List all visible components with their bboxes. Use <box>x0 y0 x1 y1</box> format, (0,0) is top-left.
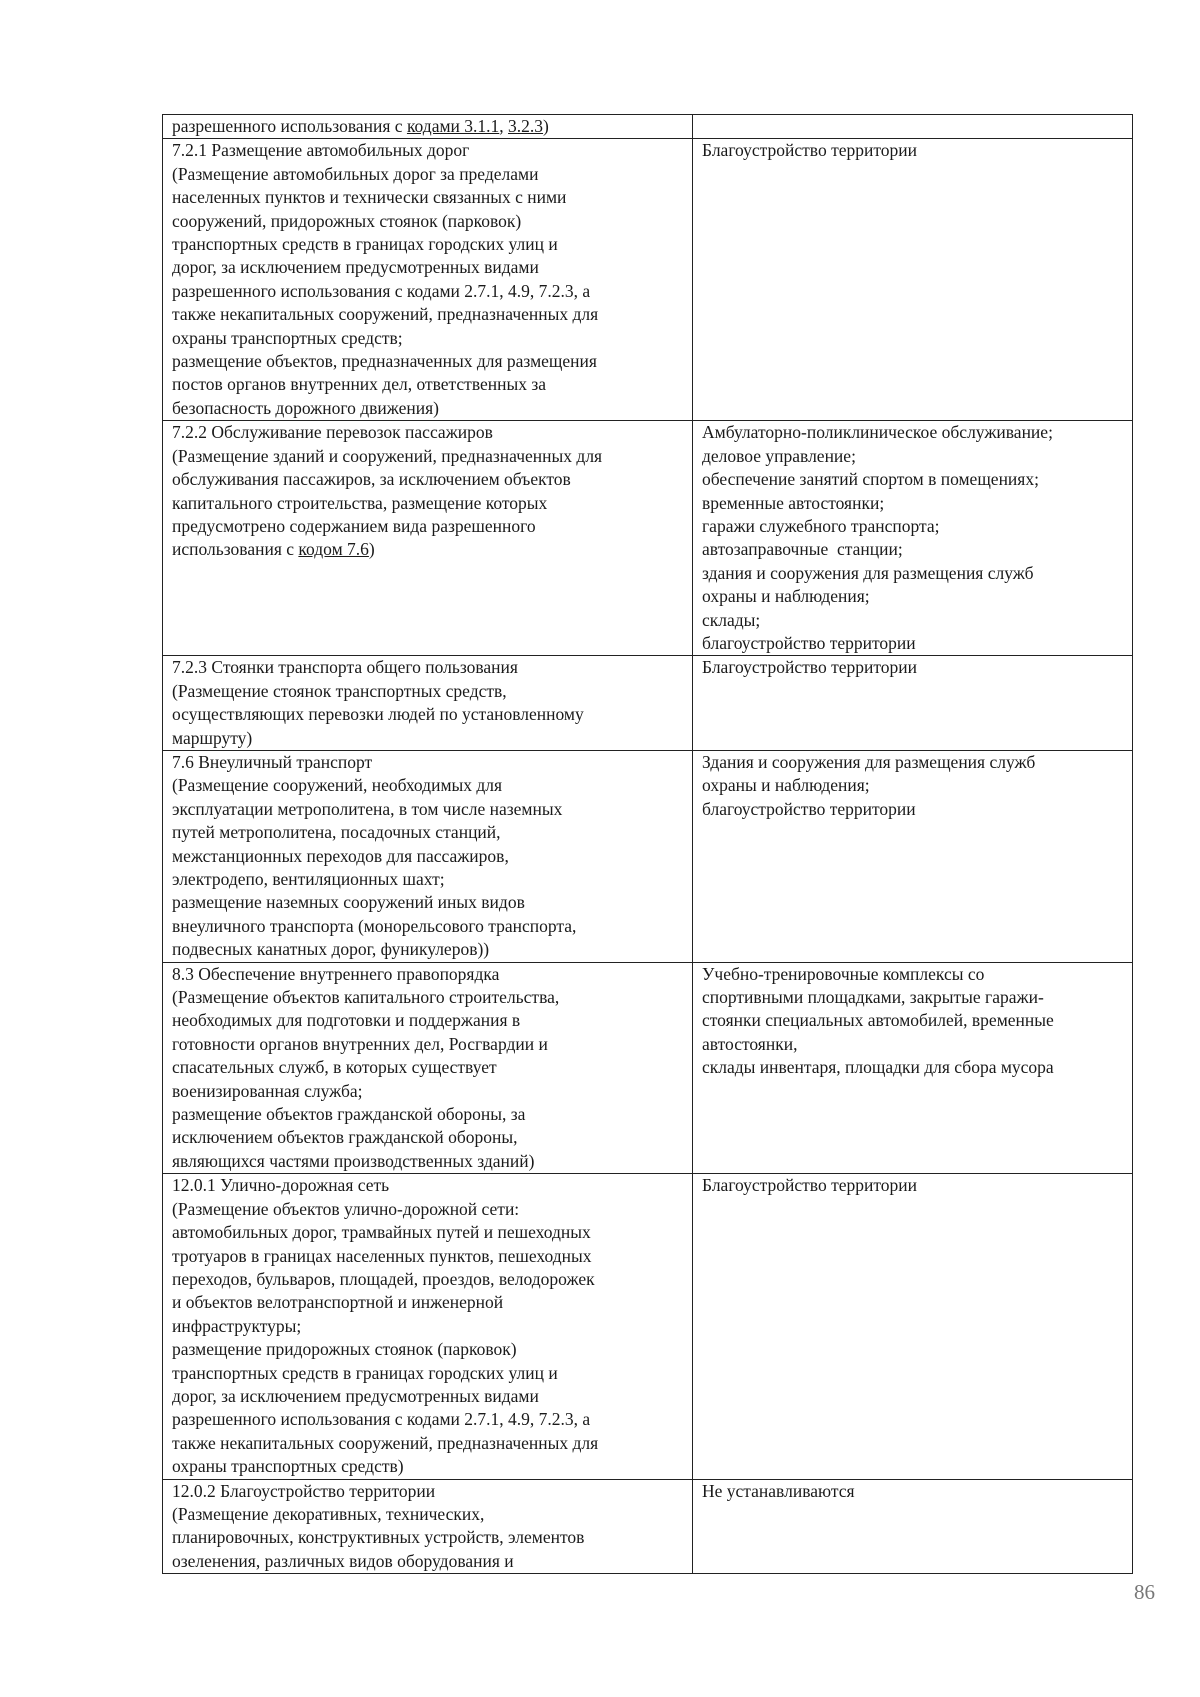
text-line: охраны транспортных средств; <box>172 327 403 348</box>
text-line: и объектов велотранспортной и инженерной <box>172 1292 504 1313</box>
text-line: 7.2.2 Обслуживание перевозок пассажиров <box>172 422 493 443</box>
text-line: переходов, бульваров, площадей, проездов, велодорожек <box>172 1268 595 1289</box>
text-line: охраны и наблюдения; <box>702 586 870 607</box>
text-line: также некапитальных сооружений, предназначенных для <box>172 1432 599 1453</box>
text-line: исключением объектов гражданской обороны, <box>172 1127 518 1148</box>
text-line: являющихся частями производственных зданий) <box>172 1150 535 1171</box>
auxiliary-use-cell <box>693 750 1133 962</box>
land-use-type-cell <box>163 750 693 962</box>
text-line: склады; <box>702 609 761 630</box>
text-line: дорог, за исключением предусмотренных видами <box>172 257 539 278</box>
text-line: размещение объектов гражданской обороны, за <box>172 1104 526 1125</box>
land-use-type-cell <box>163 115 693 139</box>
text-line: дорог, за исключением предусмотренных видами <box>172 1385 539 1406</box>
land-use-type-cell <box>163 656 693 751</box>
text-fragment: разрешенного использования с <box>172 116 407 136</box>
text-line: разрешенного использования с кодами 2.7.1, 4.9, 7.2.3, а <box>172 1409 591 1430</box>
auxiliary-use-cell <box>693 139 1133 421</box>
text-line: обеспечение занятий спортом в помещениях; <box>702 469 1039 490</box>
auxiliary-use-cell <box>693 656 1133 751</box>
auxiliary-use-cell <box>693 421 1133 656</box>
land-use-type-cell <box>163 962 693 1174</box>
text-line: планировочных, конструктивных устройств, элементов <box>172 1527 585 1548</box>
text-line: осуществляющих перевозки людей по установленному <box>172 704 584 725</box>
auxiliary-use-cell <box>693 962 1133 1174</box>
text-line: склады инвентаря, площадки для сбора мусора <box>702 1057 1054 1078</box>
table-row <box>163 1174 1133 1479</box>
text-line: необходимых для подготовки и поддержания в <box>172 1010 521 1031</box>
text-line: (Размещение зданий и сооружений, предназначенных для <box>172 445 603 466</box>
text-line: стоянки специальных автомобилей, временные <box>702 1010 1054 1031</box>
table-row <box>163 656 1133 751</box>
text-line: благоустройство территории <box>702 798 916 819</box>
table-row <box>163 750 1133 962</box>
text-line <box>172 538 688 561</box>
text-line: Благоустройство территории <box>702 140 917 161</box>
text-line: озеленения, различных видов оборудования и <box>172 1550 514 1571</box>
text-line: электродепо, вентиляционных шахт; <box>172 869 445 889</box>
text-line: автомобильных дорог, трамвайных путей и пешеходных <box>172 1222 591 1243</box>
text-line: маршруту) <box>172 727 253 748</box>
land-use-table <box>162 114 1133 1574</box>
text-line: постов органов внутренних дел, ответственных за <box>172 374 547 395</box>
text-line: внеуличного транспорта (монорельсового транспорта, <box>172 915 577 936</box>
table-row <box>163 115 1133 139</box>
text-line: (Размещение объектов капитального строительства, <box>172 987 560 1008</box>
text-line: размещение придорожных стоянок (парковок) <box>172 1339 517 1360</box>
text-line: размещение наземных сооружений иных видов <box>172 892 525 913</box>
land-use-type-cell <box>163 139 693 421</box>
text-line: предусмотрено содержанием вида разрешенного <box>172 515 536 536</box>
text-line: транспортных средств в границах городских улиц и <box>172 234 558 255</box>
land-use-type-cell <box>163 1479 693 1574</box>
code-link: 3.2.3 <box>508 116 544 136</box>
land-use-type-cell <box>163 421 693 656</box>
text-line: населенных пунктов и технически связанных с ними <box>172 187 567 208</box>
text-line: размещение объектов, предназначенных для размещения <box>172 351 597 372</box>
text-line: охраны транспортных средств) <box>172 1456 404 1477</box>
auxiliary-use-cell <box>693 115 1133 139</box>
text-fragment: , <box>499 116 509 136</box>
text-fragment: ) <box>368 539 375 560</box>
text-line: гаражи служебного транспорта; <box>702 515 940 536</box>
text-line: сооружений, придорожных стоянок (парковок) <box>172 210 522 231</box>
text-line: эксплуатации метрополитена, в том числе наземных <box>172 798 563 819</box>
text-line: 7.2.1 Размещение автомобильных дорог <box>172 140 470 161</box>
text-fragment: ) <box>543 116 549 136</box>
text-line: Учебно-тренировочные комплексы со <box>702 963 985 984</box>
text-line: спасательных служб, в которых существует <box>172 1057 497 1078</box>
text-line: Амбулаторно-поликлиническое обслуживание; <box>702 422 1053 443</box>
text-line: (Размещение автомобильных дорог за пределами <box>172 163 539 184</box>
table-row <box>163 1479 1133 1574</box>
text-line: разрешенного использования с кодами 2.7.1, 4.9, 7.2.3, а <box>172 280 591 301</box>
text-line: (Размещение стоянок транспортных средств, <box>172 680 507 701</box>
text-line: (Размещение декоративных, технических, <box>172 1503 485 1524</box>
text-line: 12.0.2 Благоустройство территории <box>172 1480 436 1501</box>
text-line: автостоянки, <box>702 1033 798 1054</box>
text-line: 7.6 Внеуличный транспорт <box>172 751 373 772</box>
text-line: временные автостоянки; <box>702 492 885 513</box>
land-use-type-cell <box>163 1174 693 1479</box>
auxiliary-use-cell <box>693 1479 1133 1574</box>
text-line: (Размещение сооружений, необходимых для <box>172 775 503 796</box>
code-link: кодами 3.1.1 <box>406 116 500 136</box>
text-line: также некапитальных сооружений, предназначенных для <box>172 304 599 325</box>
text-line: инфраструктуры; <box>172 1315 302 1336</box>
text-line: межстанционных переходов для пассажиров, <box>172 845 509 866</box>
text-line: безопасность дорожного движения) <box>172 397 439 418</box>
text-line: (Размещение объектов улично-дорожной сети: <box>172 1198 520 1219</box>
text-line: автозаправочные станции; <box>702 539 903 560</box>
text-line: спортивными площадками, закрытые гаражи- <box>702 987 1044 1008</box>
text-line: благоустройство территории <box>702 632 916 653</box>
text-line: здания и сооружения для размещения служб <box>702 562 1034 583</box>
text-line: Благоустройство территории <box>702 1175 917 1196</box>
text-line: Благоустройство территории <box>702 657 917 678</box>
table-row <box>163 139 1133 421</box>
text-line: Не устанавливаются <box>702 1480 855 1501</box>
text-line: подвесных канатных дорог, фуникулеров)) <box>172 939 490 960</box>
auxiliary-use-cell <box>693 1174 1133 1479</box>
text-line: Здания и сооружения для размещения служб <box>702 751 1036 772</box>
text-line <box>172 115 688 138</box>
code-link: кодом 7.6 <box>298 539 369 560</box>
text-line: военизированная служба; <box>172 1080 363 1101</box>
table-row <box>163 962 1133 1174</box>
text-line: тротуаров в границах населенных пунктов, пешеходных <box>172 1245 592 1266</box>
text-line: путей метрополитена, посадочных станций, <box>172 822 501 843</box>
text-line: охраны и наблюдения; <box>702 775 870 796</box>
page-number: 86 <box>1134 1580 1155 1604</box>
text-line: транспортных средств в границах городских улиц и <box>172 1362 558 1383</box>
text-line: капитального строительства, размещение которых <box>172 492 548 513</box>
text-line: готовности органов внутренних дел, Росгвардии и <box>172 1033 548 1054</box>
text-line: 8.3 Обеспечение внутреннего правопорядка <box>172 963 500 984</box>
text-line: деловое управление; <box>702 445 856 466</box>
text-fragment: использования с <box>172 539 299 560</box>
table-row <box>163 421 1133 656</box>
text-line: 7.2.3 Стоянки транспорта общего пользования <box>172 657 518 678</box>
text-line: обслуживания пассажиров, за исключением объектов <box>172 469 571 490</box>
text-line: 12.0.1 Улично-дорожная сеть <box>172 1175 390 1196</box>
